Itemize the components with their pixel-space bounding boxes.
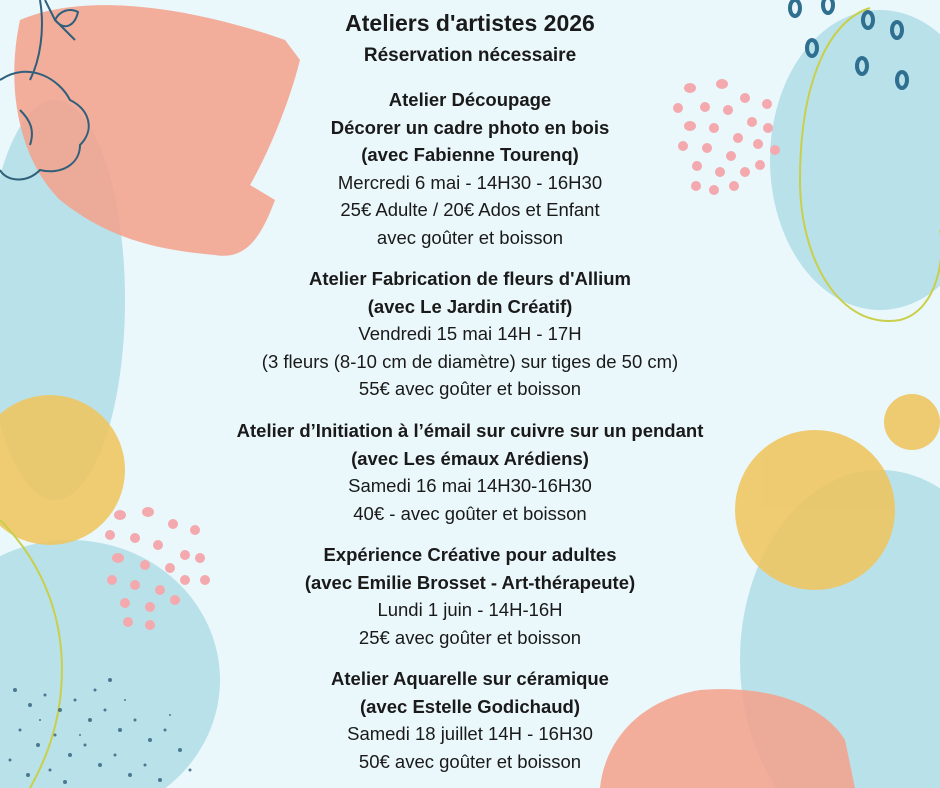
workshop-date: Samedi 18 juillet 14H - 16H30 (347, 723, 593, 744)
workshop-topic: Décorer un cadre photo en bois (330, 116, 610, 138)
workshop-date: Lundi 1 juin - 14H-16H (377, 599, 563, 620)
reservation-note: Réservation nécessaire (363, 45, 577, 66)
workshop-price: 25€ avec goûter et boisson (358, 626, 582, 648)
workshop-date: Mercredi 6 mai - 14H30 - 16H30 (337, 171, 603, 193)
workshop-price: 55€ avec goûter et boisson (358, 378, 582, 399)
workshop-name: Atelier Découpage (388, 89, 552, 110)
workshop-aquarelle (0, 665, 940, 775)
workshop-price: 50€ avec goûter et boisson (358, 750, 582, 772)
workshop-details: (3 fleurs (8-10 cm de diamètre) sur tiges de 50 cm) (261, 350, 679, 372)
workshop-host: (avec Emilie Brosset - Art-thérapeute) (304, 571, 636, 593)
workshop-name: Atelier d’Initiation à l’émail sur cuivre sur un pendant (236, 420, 704, 441)
workshop-host: (avec Le Jardin Créatif) (367, 295, 573, 317)
workshop-price: 40€ - avec goûter et boisson (353, 502, 587, 524)
workshop-name: Atelier Fabrication de fleurs d'Allium (308, 268, 632, 289)
page-title: Ateliers d'artistes 2026 (345, 10, 595, 36)
workshop-date: Vendredi 15 mai 14H - 17H (358, 323, 582, 344)
workshop-price: 25€ Adulte / 20€ Ados et Enfant (340, 199, 600, 220)
workshop-host: (avec Fabienne Tourenq) (361, 144, 579, 165)
workshop-name: Expérience Créative pour adultes (323, 544, 617, 565)
workshop-extra: avec goûter et boisson (376, 226, 564, 248)
workshop-date: Samedi 16 mai 14H30-16H30 (348, 475, 592, 496)
workshop-host: (avec Les émaux Arédiens) (351, 447, 589, 469)
workshop-email-cuivre (0, 417, 940, 527)
workshop-experience-creative (0, 541, 940, 651)
workshop-allium (0, 265, 940, 403)
workshop-host: (avec Estelle Godichaud) (359, 695, 580, 717)
workshop-decoupage (0, 86, 940, 251)
workshop-name: Atelier Aquarelle sur céramique (331, 668, 609, 689)
